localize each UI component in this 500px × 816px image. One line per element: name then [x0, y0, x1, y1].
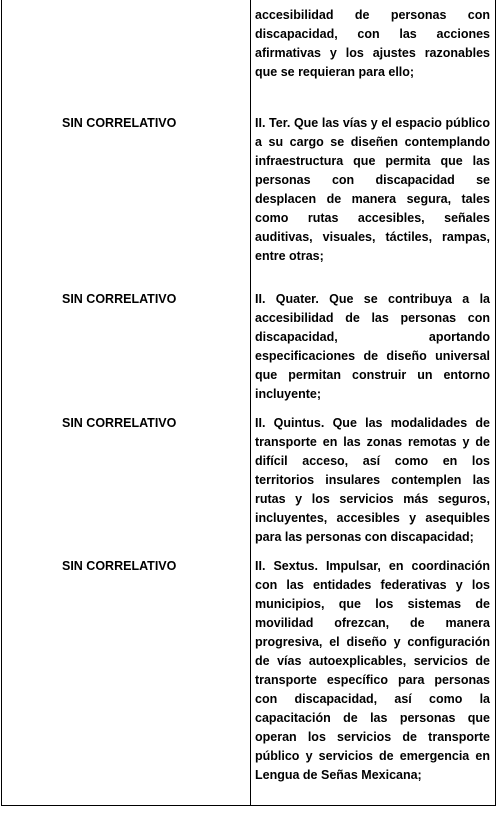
right-cell-row-quintus: II. Quintus. Que las modalidades de transporte en las zonas remotas y de difícil acceso, así como en los territorios insulares contemplen las rutas y los servicios más seguros, incluyentes, accesibles y asequibles para las personas con discapacidad;	[255, 416, 490, 544]
right-cell-row-ter: II. Ter. Que las vías y el espacio público a su cargo se diseñen contemplando infraestructura que permita que las personas con discapacidad se desplacen de manera segura, tales como rutas accesibles, señales auditivas, visuales, táctiles, rampas, entre otras;	[255, 116, 490, 263]
column-divider	[250, 0, 251, 805]
left-cell-row-ter: SIN CORRELATIVO	[62, 116, 177, 130]
left-cell-row-sextus: SIN CORRELATIVO	[62, 559, 177, 573]
right-cell-row-sextus: II. Sextus. Impulsar, en coordinación con las entidades federativas y los municipios, que los sistemas de movilidad ofrezcan, de manera progresiva, el diseño y configuración de vías autoexplicables, servicios de transporte específico para personas con discapacidad, así como la capacitación de las personas que operan los servicios de transporte público y servicios de emergencia en Lengua de Señas Mexicana;	[255, 559, 490, 782]
right-cell-row-quater: II. Quater. Que se contribuya a la accesibilidad de las personas con discapacidad, aportando especificaciones de diseño universal que permitan construir un entorno incluyente;	[255, 292, 490, 401]
left-cell-row-quintus: SIN CORRELATIVO	[62, 416, 177, 430]
left-cell-row-quater: SIN CORRELATIVO	[62, 292, 177, 306]
right-cell-continuation: accesibilidad de personas con discapacidad, con las acciones afirmativas y los ajustes razonables que se requieran para ello;	[255, 8, 490, 79]
